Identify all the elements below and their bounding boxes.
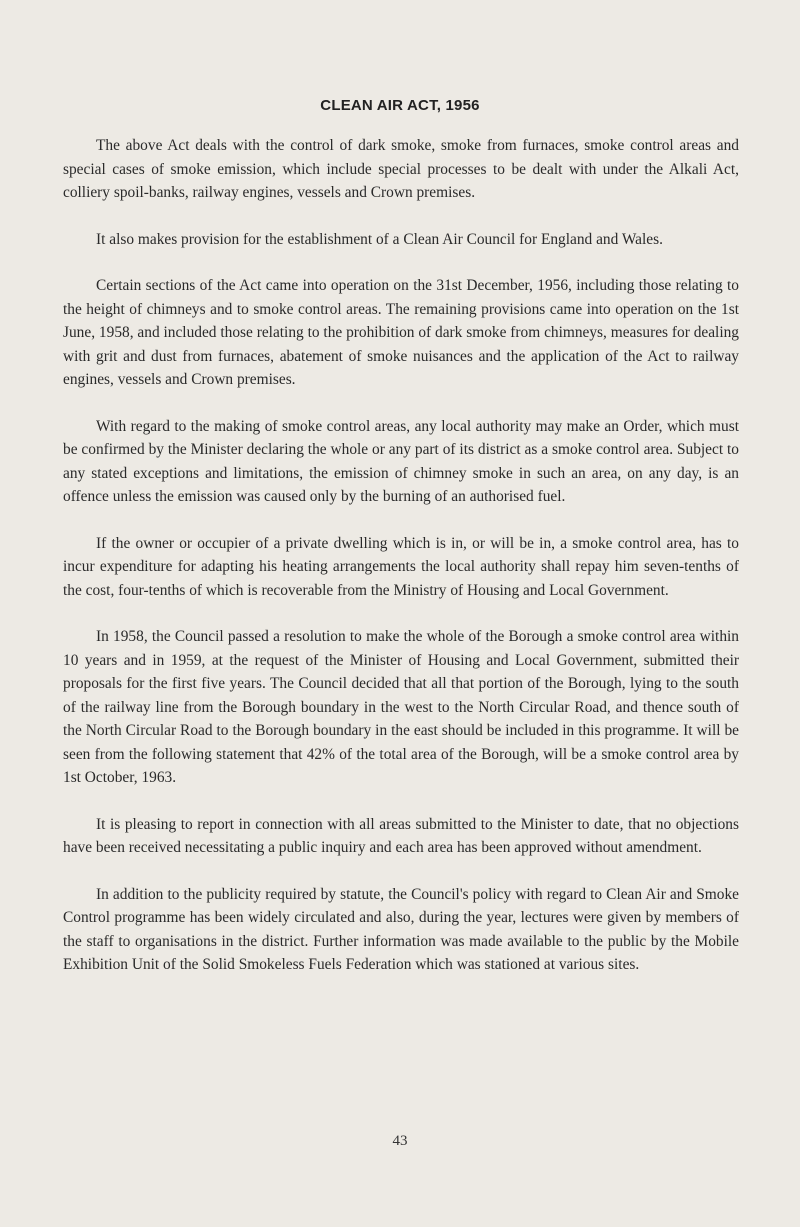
paragraph-operation-dates: Certain sections of the Act came into operation on the 31st December, 1956, including those relating to the height of chimneys and to smoke control areas. The remaining provisions came into operation on the 1st June, 1958, and included those relating to the prohibition of dark smoke from chimneys, measures for dealing with grit and dust from furnaces, abatement of smoke nuisances and the application of the Act to railway engines, vessels and Crown premises. xyxy=(63,277,739,388)
paragraph-act-overview: The above Act deals with the control of dark smoke, smoke from furnaces, smoke control areas and special cases of smoke emission, which include special processes to be dealt with under the Alkali Act, colliery spoil-banks, railway engines, vessels and Crown premises. xyxy=(63,137,739,201)
document-body xyxy=(63,134,739,1000)
paragraph-council-resolution: In 1958, the Council passed a resolution to make the whole of the Borough a smoke control area within 10 years and in 1959, at the request of the Minister of Housing and Local Government, submitted their proposals for the first five years. The Council decided that all that portion of the Borough, lying to the south of the railway line from the Borough boundary in the west to the North Circular Road, and thence south of the North Circular Road to the Borough boundary in the east should be included in this programme. It will be seen from the following statement that 42% of the total area of the Borough, will be a smoke control area by 1st October, 1963. xyxy=(63,628,739,786)
paragraph-clean-air-council: It also makes provision for the establishment of a Clean Air Council for England and Wales. xyxy=(96,230,663,248)
document-title: CLEAN AIR ACT, 1956 xyxy=(320,97,480,114)
paragraph-publicity: In addition to the publicity required by statute, the Council's policy with regard to Clean Air and Smoke Control programme has been widely circulated and also, during the year, lectures were given by members of the staff to organisations in the district. Further information was made available to the public by the Mobile Exhibition Unit of the Solid Smokeless Fuels Federation which was stationed at various sites. xyxy=(63,885,739,973)
page-number: 43 xyxy=(392,1133,408,1149)
paragraph-no-objections: It is pleasing to report in connection with all areas submitted to the Minister to date, that no objections have been received necessitating a public inquiry and each area has been approved without amendment. xyxy=(63,815,739,856)
paragraph-expenditure-repayment: If the owner or occupier of a private dwelling which is in, or will be in, a smoke control area, has to incur expenditure for adapting his heating arrangements the local authority shall repay him seven-tenths of the cost, four-tenths of which is recoverable from the Ministry of Housing and Local Government. xyxy=(63,534,739,599)
paragraph-smoke-control-orders: With regard to the making of smoke control areas, any local authority may make an Order, which must be confirmed by the Minister declaring the whole or any part of its district as a smoke control area. Subject to any stated exceptions and limitations, the emission of chimney smoke in such an area, on any day, is an offence unless the emission was caused only by the burning of an authorised fuel. xyxy=(63,417,739,505)
